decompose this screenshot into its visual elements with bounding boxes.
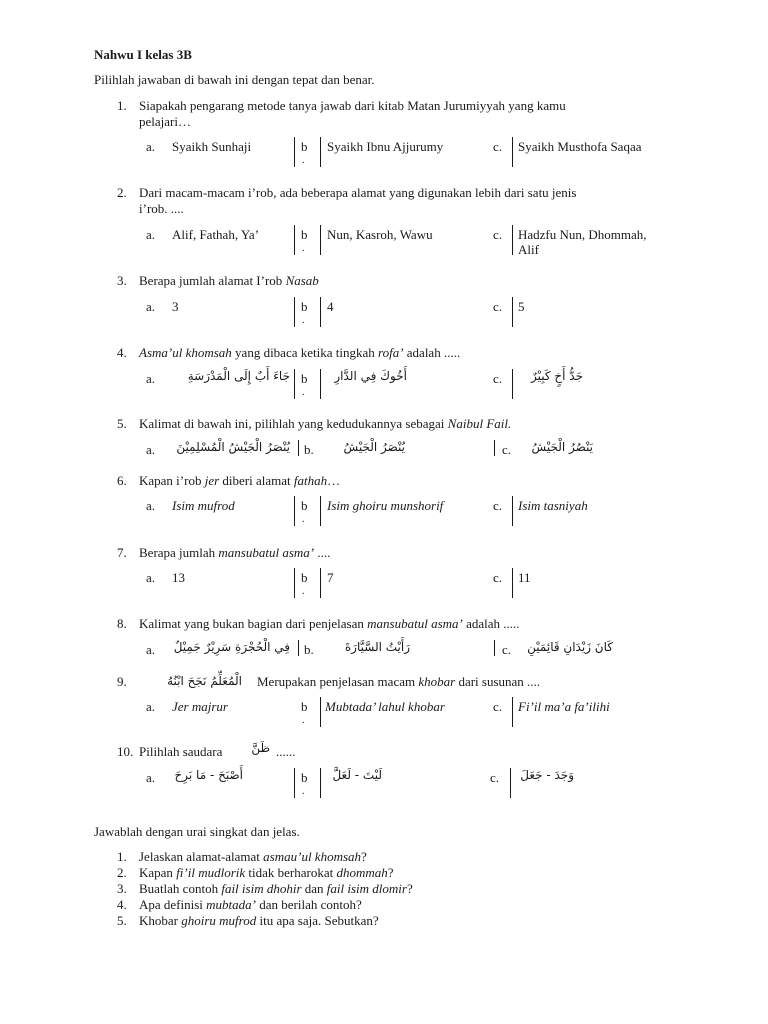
column-divider	[294, 369, 295, 399]
question-text: Kalimat di bawah ini, pilihlah yang kedudukannya sebagai Naibul Fail.	[139, 416, 512, 431]
label-dot: .	[302, 586, 305, 597]
option-b: يُنْصَرُ الْجَيْشُ	[343, 440, 405, 454]
option-a: Alif, Fathah, Ya’	[172, 227, 260, 242]
option-label-c: c.	[493, 699, 503, 714]
option-label-a: a.	[146, 570, 156, 585]
column-divider	[512, 297, 513, 327]
option-a: 13	[172, 570, 185, 585]
column-divider	[294, 225, 295, 255]
option-label-b: b	[301, 770, 308, 785]
question-text: Berapa jumlah alamat I’rob Nasab	[139, 273, 319, 288]
label-dot: .	[302, 514, 305, 525]
column-divider	[512, 697, 513, 727]
column-divider	[294, 297, 295, 327]
essay-number: 2.	[117, 865, 127, 880]
option-label-a: a.	[146, 699, 156, 714]
option-a: فِي الْحُجْرَةِ سَرِيْرٌ جَمِيْلٌ	[173, 640, 290, 654]
essay-question: Khobar ghoiru mufrod itu apa saja. Sebutkan?	[139, 913, 379, 928]
option-label-c: c.	[502, 642, 512, 657]
option-label-c: c.	[493, 570, 503, 585]
label-dot: .	[302, 786, 305, 797]
column-divider	[294, 568, 295, 598]
option-label-b: b	[301, 139, 308, 154]
question-text-cont: pelajari…	[139, 114, 191, 129]
page-title: Nahwu I kelas 3B	[94, 47, 192, 62]
label-dot: .	[302, 715, 305, 726]
option-a: 3	[172, 299, 179, 314]
option-label-c: c.	[493, 139, 503, 154]
column-divider	[294, 768, 295, 798]
option-c: Hadzfu Nun, Dhommah,	[518, 227, 647, 242]
option-a: أَصْبَحَ - مَا بَرِحَ	[174, 768, 243, 782]
question-text: Kapan i’rob jer diberi alamat fathah…	[139, 473, 341, 488]
label-dot: .	[302, 387, 305, 398]
label-dot: .	[302, 243, 305, 254]
column-divider	[320, 697, 321, 727]
option-label-c: c.	[490, 770, 500, 785]
column-divider	[294, 697, 295, 727]
option-c: 5	[518, 299, 525, 314]
option-label-a: a.	[146, 770, 156, 785]
label-dot: .	[302, 315, 305, 326]
column-divider	[320, 137, 321, 167]
question-text: Merupakan penjelasan macam khobar dari susunan ....	[257, 674, 541, 689]
column-divider	[512, 496, 513, 526]
option-c: Syaikh Musthofa Saqaa	[518, 139, 642, 154]
option-c: 11	[518, 570, 531, 585]
question-number: 3.	[117, 273, 127, 288]
question-text-cont: ......	[276, 744, 296, 759]
option-a: Syaikh Sunhaji	[172, 139, 252, 154]
column-divider	[494, 440, 495, 456]
question-text-cont: i’rob. ....	[139, 201, 184, 216]
option-label-c: c.	[493, 371, 503, 386]
option-label-b: b	[301, 227, 308, 242]
option-label-b: b	[301, 371, 308, 386]
column-divider	[494, 640, 495, 656]
option-label-c: c.	[493, 227, 503, 242]
question-number: 5.	[117, 416, 127, 431]
option-label-a: a.	[146, 299, 156, 314]
column-divider	[512, 225, 513, 255]
essay-number: 4.	[117, 897, 127, 912]
option-label-c: c.	[502, 442, 512, 457]
option-b: 7	[327, 570, 334, 585]
column-divider	[320, 768, 321, 798]
question-number: 4.	[117, 345, 127, 360]
question-text: Dari macam-macam i’rob, ada beberapa alamat yang digunakan lebih dari satu jenis	[139, 185, 577, 200]
option-label-b: b	[301, 498, 308, 513]
option-label-b: b	[301, 299, 308, 314]
option-b: 4	[327, 299, 334, 314]
option-label-a: a.	[146, 498, 156, 513]
option-label-b: b.	[304, 642, 314, 657]
option-label-a: a.	[146, 642, 156, 657]
column-divider	[512, 568, 513, 598]
column-divider	[320, 568, 321, 598]
option-a: جَاءَ أَبٌ إِلَى الْمَدْرَسَةِ	[187, 369, 290, 383]
column-divider	[512, 369, 513, 399]
instruction-essay: Jawablah dengan urai singkat dan jelas.	[94, 824, 300, 839]
question-number: 10.	[117, 744, 134, 759]
option-b: Isim ghoiru munshorif	[327, 498, 444, 513]
option-label-c: c.	[493, 498, 503, 513]
essay-question: Apa definisi mubtada’ dan berilah contoh?	[139, 897, 362, 912]
option-c: جَدُّ أَخٍ كَبِيْرٌ	[530, 369, 583, 383]
option-a: يُنْصَرُ الْجَيْشُ الْمُسْلِمِيْنَ	[176, 440, 290, 454]
question-text: Kalimat yang bukan bagian dari penjelasan mansubatul asma’ adalah .....	[139, 616, 520, 631]
column-divider	[298, 640, 299, 656]
essay-number: 5.	[117, 913, 127, 928]
option-c-cont: Alif	[518, 242, 539, 257]
option-c: وَجَدَ - جَعَلَ	[520, 768, 574, 782]
column-divider	[294, 137, 295, 167]
option-b: Mubtada’ lahul khobar	[325, 699, 445, 714]
option-c: يَنْصُرُ الْجَيْشُ	[531, 440, 593, 454]
question-number: 6.	[117, 473, 127, 488]
option-label-a: a.	[146, 227, 156, 242]
essay-question: Jelaskan alamat-alamat asmau’ul khomsah?	[139, 849, 367, 864]
column-divider	[320, 369, 321, 399]
question-number: 8.	[117, 616, 127, 631]
option-b: Syaikh Ibnu Ajjurumy	[327, 139, 444, 154]
question-number: 9.	[117, 674, 127, 689]
essay-question: Buatlah contoh fail isim dhohir dan fail isim dlomir?	[139, 881, 413, 896]
option-label-b: b	[301, 570, 308, 585]
option-c: كَانَ زَيْدَانِ قَائِمَيْنِ	[527, 640, 613, 654]
option-label-b: b	[301, 699, 308, 714]
option-label-a: a.	[146, 442, 156, 457]
label-dot: .	[302, 155, 305, 166]
option-label-a: a.	[146, 371, 156, 386]
question-text: Siapakah pengarang metode tanya jawab dari kitab Matan Jurumiyyah yang kamu	[139, 98, 566, 113]
option-c: Isim tasniyah	[518, 498, 588, 513]
option-a: Jer majrur	[172, 699, 228, 714]
column-divider	[510, 768, 511, 798]
option-b: Nun, Kasroh, Wawu	[327, 227, 433, 242]
option-b: لَيْتَ - لَعَلَّ	[332, 768, 382, 782]
option-label-b: b.	[304, 442, 314, 457]
option-b: رَأَيْتُ السَّيَّارَةَ	[344, 640, 410, 654]
essay-number: 1.	[117, 849, 127, 864]
question-number: 2.	[117, 185, 127, 200]
question-arabic-phrase: الْمُعَلِّمُ نَجَحَ ابْنُهُ	[167, 674, 242, 688]
column-divider	[512, 137, 513, 167]
column-divider	[320, 225, 321, 255]
column-divider	[320, 297, 321, 327]
column-divider	[320, 496, 321, 526]
question-text: Berapa jumlah mansubatul asma’ ....	[139, 545, 331, 560]
option-label-a: a.	[146, 139, 156, 154]
column-divider	[298, 440, 299, 456]
column-divider	[294, 496, 295, 526]
option-label-c: c.	[493, 299, 503, 314]
question-text: Asma’ul khomsah yang dibaca ketika tingkah rofa’ adalah .....	[139, 345, 461, 360]
essay-question: Kapan fi’il mudlorik tidak berharokat dhommah?	[139, 865, 394, 880]
question-text: Pilihlah saudara	[139, 744, 223, 759]
option-b: أَخُوكَ فِي الدَّارِ	[334, 369, 407, 383]
instruction-multiple-choice: Pilihlah jawaban di bawah ini dengan tepat dan benar.	[94, 72, 375, 87]
essay-number: 3.	[117, 881, 127, 896]
question-number: 1.	[117, 98, 127, 113]
question-number: 7.	[117, 545, 127, 560]
option-a: Isim mufrod	[172, 498, 235, 513]
question-arabic-word: ظَنَّ	[251, 741, 270, 755]
option-c: Fi’il ma’a fa’ilihi	[518, 699, 610, 714]
